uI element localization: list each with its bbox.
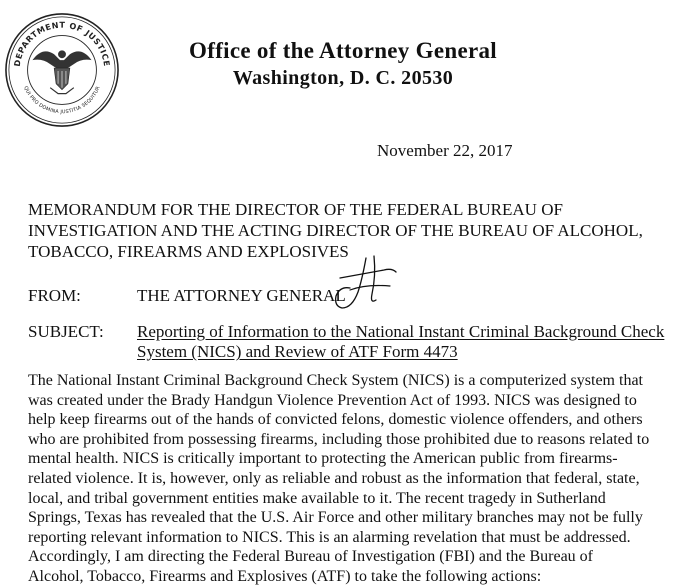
from-label: FROM: <box>28 286 81 305</box>
body-line: related violence. It is, however, only as reliable and robust as the information that federal, state, <box>28 469 640 487</box>
office-title: Office of the Attorney General <box>189 38 497 63</box>
body-line: who are prohibited from possessing firearms, including those prohibited due to reasons related to <box>28 430 650 448</box>
body-line: The National Instant Criminal Background Check System (NICS) is a computerized system that <box>28 372 643 389</box>
seal-motto: QUI PRO DOMINA JUSTITIA SEQUITUR <box>22 85 102 116</box>
from-value: THE ATTORNEY GENERAL <box>137 286 346 305</box>
eagle-icon <box>33 50 92 93</box>
memo-date: November 22, 2017 <box>377 141 513 160</box>
body-line: local, and tribal government entities make available to it. The recent tragedy in Sutherland <box>28 489 606 507</box>
subject-line: System (NICS) and Review of ATF Form 4473 <box>137 342 458 361</box>
body-line: reporting relevant information to NICS. This is an alarming revelation that must be addressed. <box>28 528 631 546</box>
body-line: Alcohol, Tobacco, Firearms and Explosives (ATF) to take the following actions: <box>28 567 542 585</box>
memorandum-line: INVESTIGATION AND THE ACTING DIRECTOR OF THE BUREAU OF ALCOHOL, <box>28 221 643 240</box>
seal-ring-text: DEPARTMENT OF JUSTICE <box>12 20 112 68</box>
body-line: was created under the Brady Handgun Violence Prevention Act of 1993. NICS was designed to <box>28 391 637 409</box>
subject-text <box>137 322 664 362</box>
subject-line: Reporting of Information to the National Instant Criminal Background Check <box>137 322 665 341</box>
body-line: Accordingly, I am directing the Federal Bureau of Investigation (FBI) and the Bureau of <box>28 548 594 566</box>
body-line: Springs, Texas has revealed that the U.S. Air Force and other military branches may not be fully <box>28 509 643 527</box>
body-line: mental health. NICS is critically important to protecting the American public from firearms- <box>28 450 618 468</box>
memorandum-heading <box>28 199 643 262</box>
office-address: Washington, D. C. 20530 <box>232 67 454 89</box>
subject-label: SUBJECT: <box>28 322 104 341</box>
doj-seal <box>3 11 121 129</box>
body-line: help keep firearms out of the hands of convicted felons, domestic violence offenders, and others <box>28 411 643 429</box>
memo-body <box>28 371 649 587</box>
memorandum-line: TOBACCO, FIREARMS AND EXPLOSIVES <box>28 242 349 261</box>
signature-initials <box>332 254 400 316</box>
memorandum-line: MEMORANDUM FOR THE DIRECTOR OF THE FEDERAL BUREAU OF <box>28 200 563 219</box>
